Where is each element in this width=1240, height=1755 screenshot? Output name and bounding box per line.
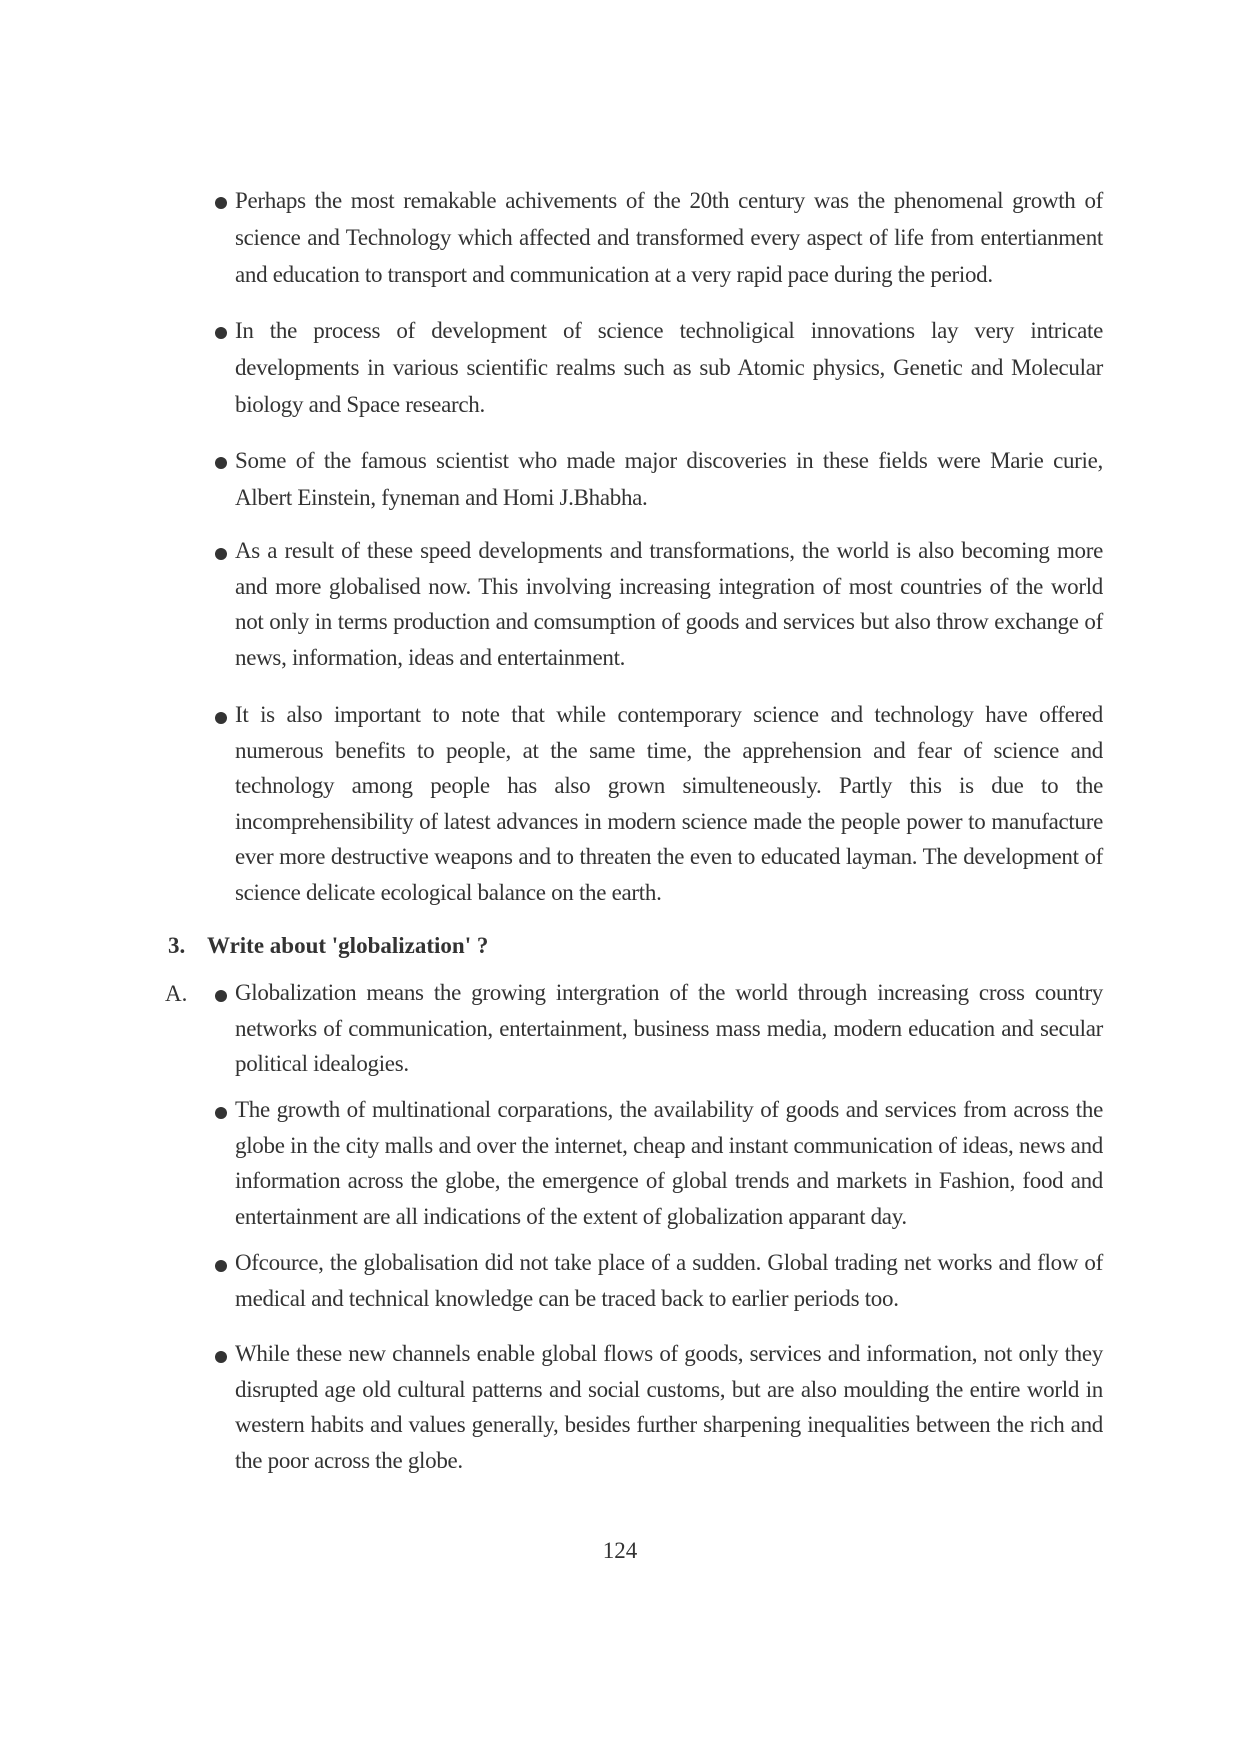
- bullet-text: Some of the famous scientist who made major discoveries in these fields were Marie curie, Albert Einstein, fyneman and Homi J.Bhabha.: [235, 448, 1103, 510]
- question-number: 3.: [168, 933, 186, 958]
- bullet-item: [203, 1245, 1103, 1316]
- bullet-text: Globalization means the growing intergration of the world through increasing cross country networks of communication, entertainment, business mass media, modern education and secular political idealogies.: [235, 980, 1103, 1076]
- bullet-dot-icon: [215, 548, 227, 560]
- bullet-dot-icon: [215, 1351, 227, 1363]
- bullet-item: [203, 697, 1103, 910]
- bullet-item: [203, 1336, 1103, 1478]
- bullet-item: [203, 442, 1103, 516]
- bullet-dot-icon: [215, 327, 227, 339]
- bullet-dot-icon: [215, 990, 227, 1002]
- bullet-item: [203, 312, 1103, 423]
- bullet-text: The growth of multinational corparations, the availability of goods and services from across the globe in the city malls and over the internet, cheap and instant communication of ideas, news and information across the globe, the emergence of global trends and markets in Fashion, food and entertainment are all indications of the extent of globalization apparant day.: [235, 1097, 1103, 1229]
- bullet-dot-icon: [215, 457, 227, 469]
- bullet-text: While these new channels enable global flows of goods, services and information, not only they disrupted age old cultural patterns and social customs, but are also moulding the entire world in western habits and values generally, besides further sharpening inequalities between the rich and the poor across the globe.: [235, 1341, 1103, 1473]
- bullet-item: [203, 533, 1103, 675]
- bullet-dot-icon: [215, 197, 227, 209]
- bullet-dot-icon: [215, 712, 227, 724]
- bullet-text: It is also important to note that while contemporary science and technology have offered numerous benefits to people, at the same time, the apprehension and fear of science and technology among people has also grown simulteneously. Partly this is due to the incomprehensibility of latest advances in modern science made the people power to manufacture ever more destructive weapons and to threaten the even to educated layman. The development of science delicate ecological balance on the earth.: [235, 702, 1103, 905]
- bullet-item: [203, 182, 1103, 293]
- bullet-dot-icon: [215, 1260, 227, 1272]
- bullet-item: [203, 975, 1103, 1082]
- answer-label: A.: [165, 981, 188, 1006]
- bullet-dot-icon: [215, 1107, 227, 1119]
- bullet-text: As a result of these speed developments and transformations, the world is also becoming more and more globalised now. This involving increasing integration of most countries of the world not only in terms production and comsumption of goods and services but also throw exchange of news, information, ideas and entertainment.: [235, 538, 1103, 670]
- bullet-text: Ofcource, the globalisation did not take place of a sudden. Global trading net works and flow of medical and technical knowledge can be traced back to earlier periods too.: [235, 1250, 1103, 1311]
- question-text: Write about 'globalization' ?: [207, 933, 489, 958]
- bullet-item: [203, 1092, 1103, 1234]
- bullet-text: In the process of development of science technoligical innovations lay very intricate developments in various scientific realms such as sub Atomic physics, Genetic and Molecular biology and Space research.: [235, 318, 1103, 417]
- page-number: 124: [602, 1538, 638, 1563]
- bullet-text: Perhaps the most remakable achivements of the 20th century was the phenomenal growth of science and Technology which affected and transformed every aspect of life from entertianment and education to transport and communication at a very rapid pace during the period.: [235, 188, 1103, 287]
